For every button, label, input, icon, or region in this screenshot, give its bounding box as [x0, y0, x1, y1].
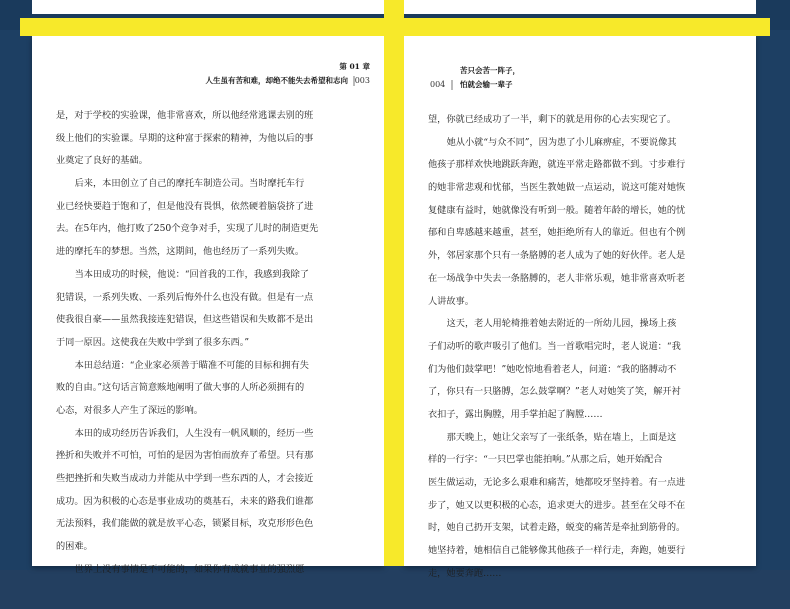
text-line: 成功。因为积极的心态是事业成功的奠基石，未来的路我们谁都: [56, 495, 314, 507]
text-line: 世界上没有事情是不可能的，如果你有成就事业的强烈愿: [74, 563, 305, 575]
running-header-line-2: 怕就会输一辈子: [460, 80, 513, 89]
yellow-cross-horizontal-bar: [20, 18, 770, 36]
text-line: 们为他们鼓掌吧！”她吃惊地看着老人，问道：“我的胳膊动不: [428, 363, 677, 375]
text-line: 于同一原因。这使我在失败中学到了很多东西。”: [56, 336, 250, 348]
text-line: 后来，本田创立了自己的摩托车制造公司。当时摩托车行: [74, 178, 305, 190]
text-line: 人讲故事。: [428, 295, 474, 307]
previous-page-edge-left: [32, 0, 384, 14]
text-line: 他孩子那样欢快地跳跃奔跑，就连平常走路都做不到。寸步难行: [428, 159, 686, 171]
text-line: 她坚持着，她相信自己能够像其他孩子一样行走，奔跑，她要行: [428, 545, 686, 557]
text-line: 是，对于学校的实验课，他非常喜欢，所以他经常逃课去别的班: [56, 110, 314, 121]
text-line: 些把挫折和失败当成动力并能从中学到一些东西的人，才会接近: [56, 473, 314, 484]
chapter-label: 第 01 章: [339, 62, 370, 71]
text-line: 心态，对很多人产生了深远的影响。: [56, 404, 203, 416]
text-line: 败的自由。”这句话言简意赅地阐明了做大事的人所必须拥有的: [56, 382, 305, 394]
text-line: 本田的成功经历告诉我们，人生没有一帆风顺的，经历一些: [74, 427, 314, 439]
text-line: 步了，她又以更积极的心态，追求更大的进步。甚至在父母不在: [428, 499, 686, 511]
text-line: 样的一行字：“一只巴掌也能拍响。”从那之后，她开始配合: [428, 454, 663, 466]
text-line: 子们动听的歌声吸引了他们。当一首歌唱完时，老人说道：“我: [428, 340, 681, 352]
text-line: 使我很自豪——虽然我接连犯错误，但这些错误和失败都不是出: [56, 314, 314, 326]
text-line: 望，你就已经成功了一半，剩下的就是用你的心去实现它了。: [428, 114, 677, 125]
text-line: 在一场战争中失去一条胳膊的，老人非常乐观，她非常喜欢听老: [428, 272, 686, 284]
text-line: 外，邻居家那个只有一条胳膊的老人成为了她的好伙伴。老人是: [428, 250, 686, 262]
text-line: 复健康有益时，她就像没有听到一般。随着年龄的增长，她的忧: [428, 204, 686, 216]
right-page: [404, 36, 756, 579]
page-body-text: [428, 109, 734, 585]
text-line: 本田总结道：“企业家必须善于瞄准不可能的目标和拥有失: [74, 359, 309, 371]
yellow-cross-vertical-bar: [384, 0, 404, 566]
text-line: 医生做运动，无论多么艰难和痛苦，她都咬牙坚持着。有一点进: [428, 477, 686, 488]
text-line: 犯错误，一系列失败、一系列后悔外什么也没有做。但是有一点: [56, 291, 314, 303]
text-line: 走，她要奔跑……: [428, 567, 502, 579]
text-line: 这天，老人用轮椅推着她去附近的一所幼儿园，操场上孩: [446, 318, 677, 330]
text-line: 衣扣子，露出胸膛，用手掌拍起了胸膛……: [428, 408, 603, 420]
page-body-text: [56, 105, 362, 581]
text-line: 业已经快要趋于饱和了，但是他没有畏惧，依然硬着脑袋挤了进: [56, 200, 314, 212]
previous-page-edge-right: [404, 0, 756, 14]
running-header-line-1: 苦只会苦一阵子，: [460, 66, 520, 75]
page-number: 004: [430, 80, 446, 89]
page-number: 003: [354, 76, 370, 85]
header-divider: [451, 80, 453, 90]
text-line: 了，你只有一只胳膊，怎么鼓掌啊？”老人对她笑了笑，解开衬: [428, 386, 681, 398]
chapter-title: 人生虽有苦和难，却绝不能失去希望和志向: [205, 76, 348, 85]
text-line: 郁和自卑感越来越重，甚至，她拒绝所有人的靠近。但也有个例: [428, 227, 686, 239]
text-line: 挫折和失败并不可怕，可怕的是因为害怕而放弃了希望。只有那: [56, 450, 314, 462]
text-line: 的她非常悲观和忧郁，当医生教她做一点运动，说这可能对她恢: [428, 182, 686, 194]
text-line: 无法预料，我们能做的就是放平心态，锁紧目标，攻克形形色色: [56, 518, 314, 530]
text-line: 的困难。: [56, 541, 93, 553]
left-page: [32, 36, 384, 575]
text-line: 去。在5年内，他打败了250个竞争对手，实现了儿时的制造更先: [56, 223, 319, 235]
text-line: 时，她自己扔开支架，试着走路，蜕变的痛苦是牵扯到筋骨的。: [428, 522, 686, 534]
text-line: 她从小就“与众不同”，因为患了小儿麻痹症，不要说像其: [446, 136, 677, 148]
text-line: 业奠定了良好的基础。: [56, 155, 148, 167]
text-line: 那天晚上，她让父亲写了一张纸条，贴在墙上，上面是这: [446, 431, 677, 443]
text-line: 当本田成功的时候，他说：“回首我的工作，我感到我除了: [74, 268, 309, 280]
text-line: 级上他们的实验课。早期的这种富于探索的精神，为他以后的事: [56, 132, 314, 144]
text-line: 进的摩托车的梦想。当然，这期间，他也经历了一系列失败。: [56, 246, 305, 258]
